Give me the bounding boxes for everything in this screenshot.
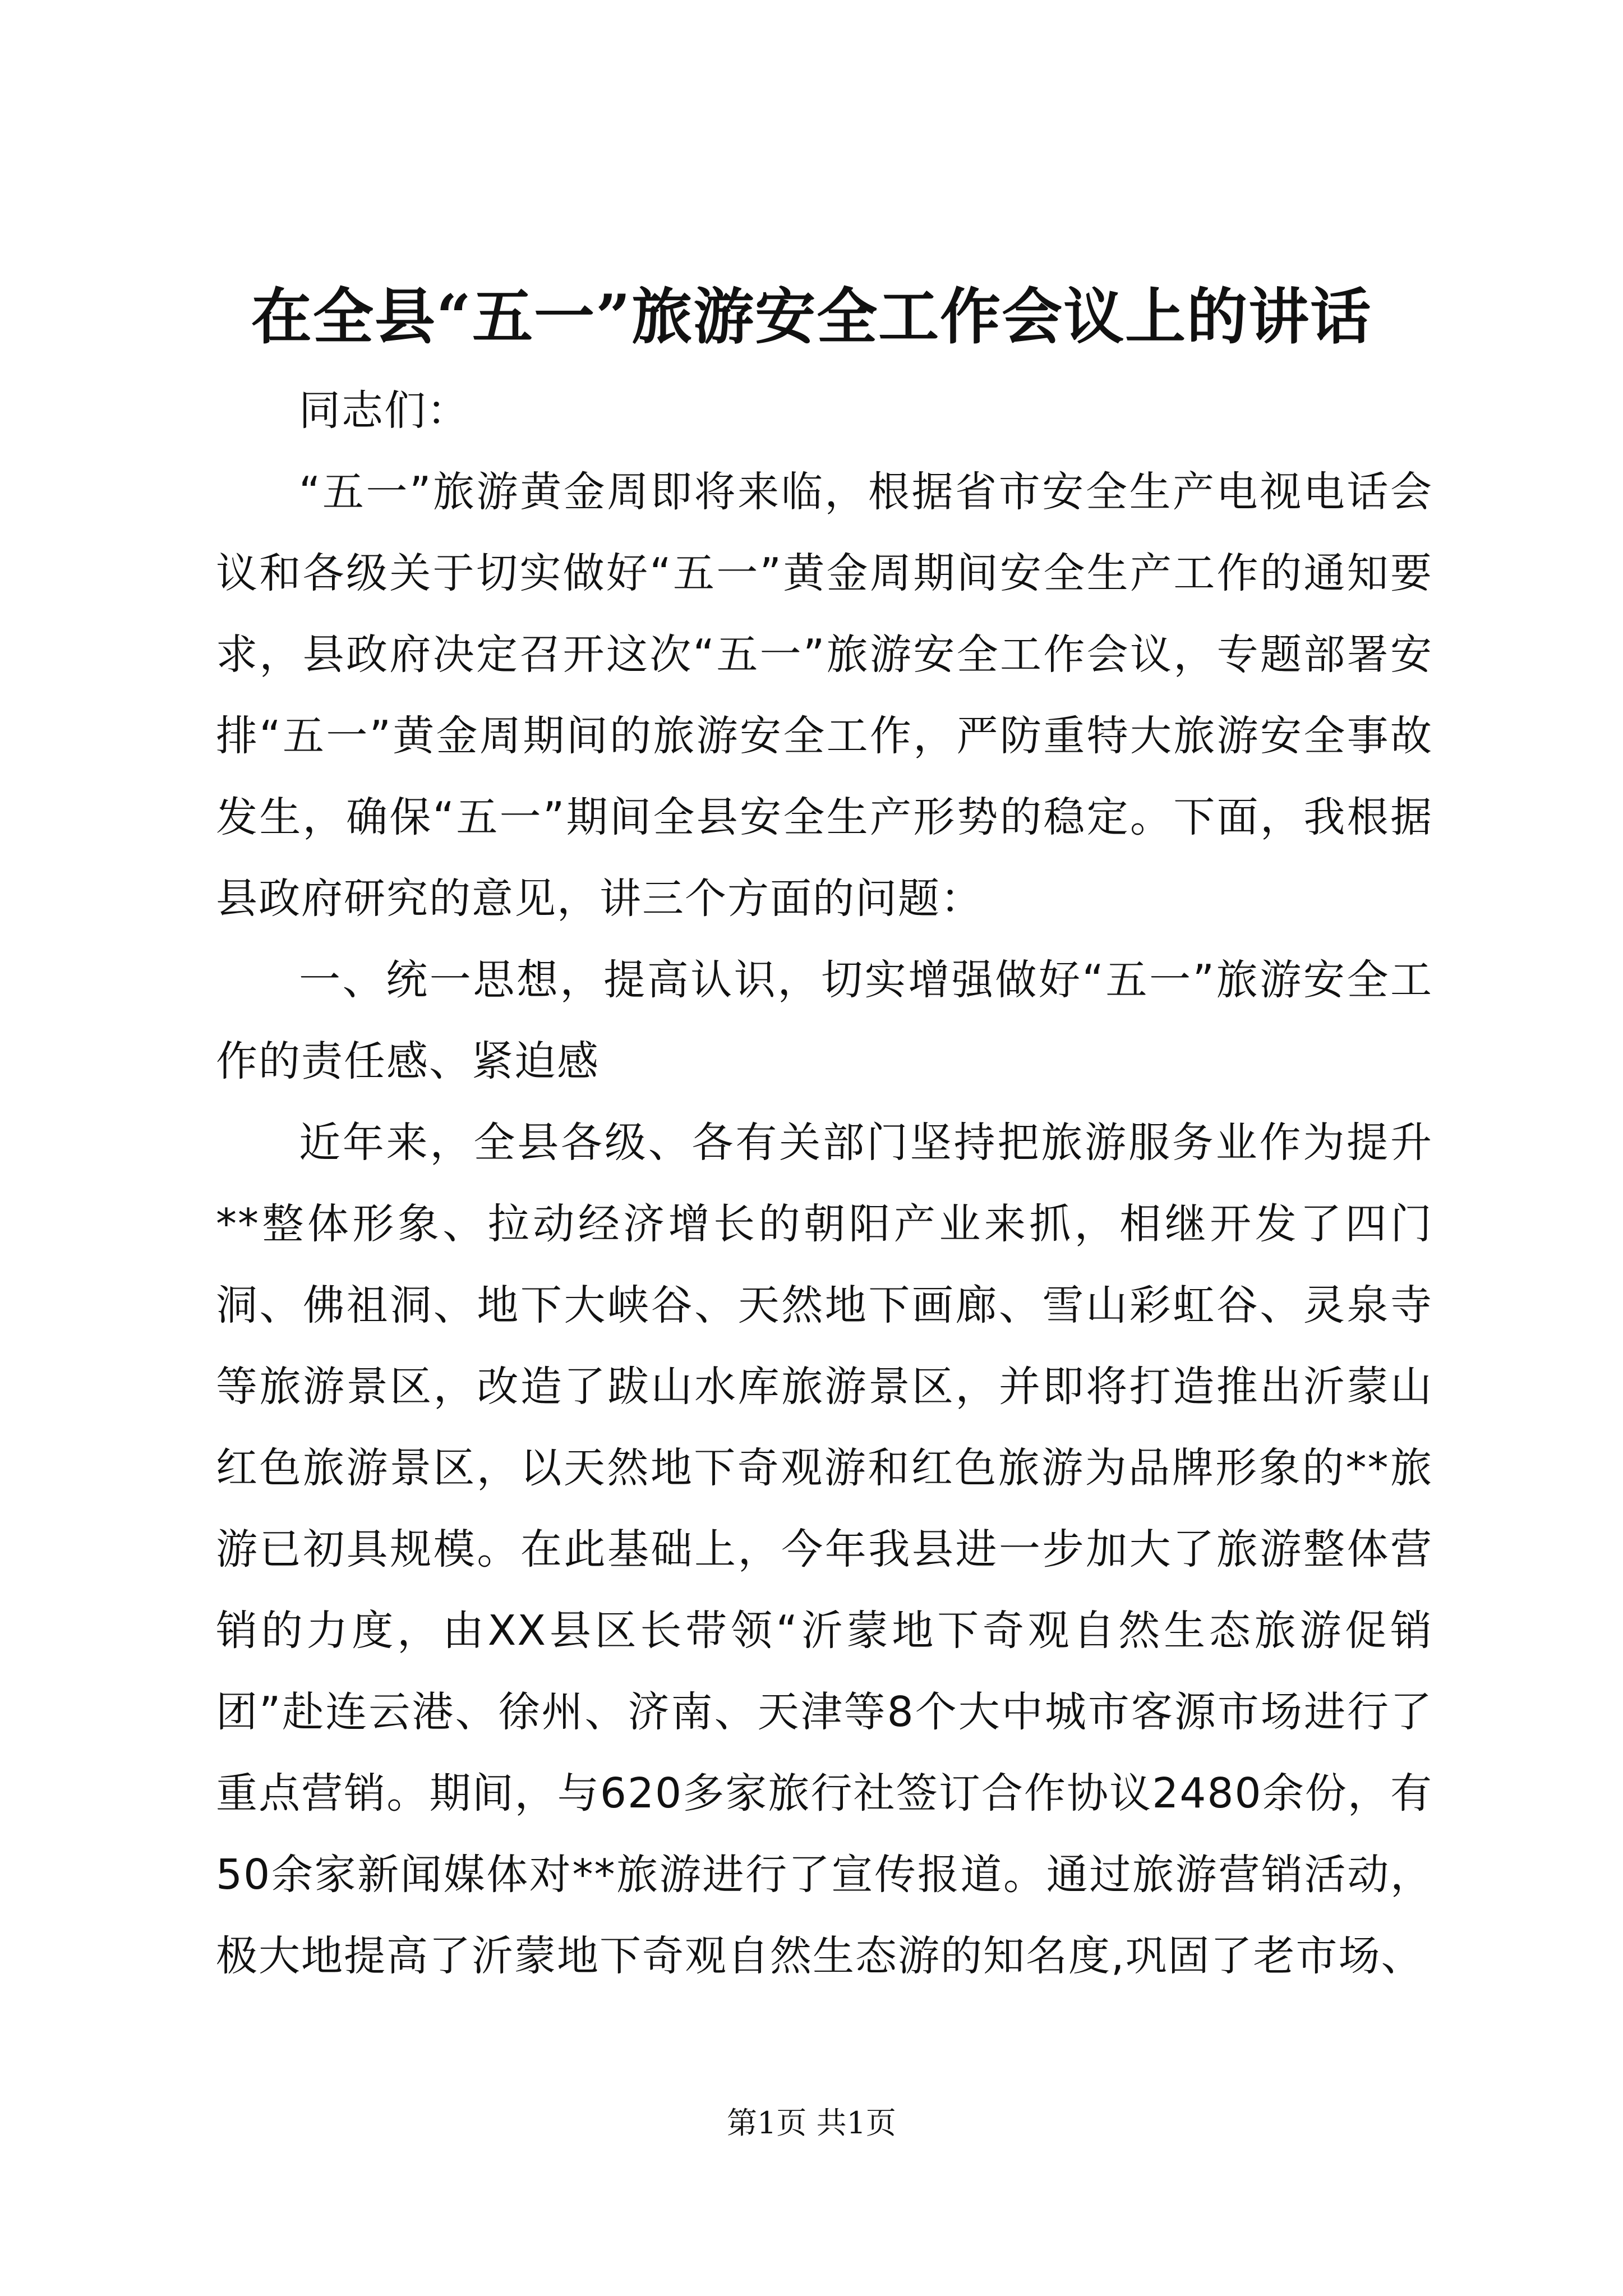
salutation: 同志们： (299, 386, 469, 435)
document-body (216, 370, 1433, 1997)
page-footer: 第1页 共1页 (727, 2105, 896, 2141)
section-heading-1: 一、统一思想，提高认识，切实增强做好“五一”旅游安全工作的责任感、紧迫感 (216, 956, 1433, 1085)
document-title: 在全县“五一”旅游安全工作会议上的讲话 (251, 282, 1372, 352)
paragraph-intro: “五一”旅游黄金周即将来临，根据省市安全生产电视电话会议和各级关于切实做好“五一”黄金周期间安全生产工作的通知要求，县政府决定召开这次“五一”旅游安全工作会议，专题部署安排“五一”黄金周期间的旅游安全工作，严防重特大旅游安全事故发生，确保“五一”期间全县安全生产形势的稳定。下面，我根据县政府研究的意见，讲三个方面的问题： (216, 468, 1433, 923)
paragraph-section-1: 近年来，全县各级、各有关部门坚持把旅游服务业作为提升**整体形象、拉动经济增长的朝阳产业来抓，相继开发了四门洞、佛祖洞、地下大峡谷、天然地下画廊、雪山彩虹谷、灵泉寺等旅游景区，改造了跋山水库旅游景区，并即将打造推出沂蒙山红色旅游景区，以天然地下奇观游和红色旅游为品牌形象的**旅游已初具规模。在此基础上，今年我县进一步加大了旅游整体营销的力度，由XX县区长带领“沂蒙地下奇观自然生态旅游促销团”赴连云港、徐州、济南、天津等8个大中城市客源市场进行了重点营销。期间，与620多家旅行社签订合作协议2480余份，有50余家新闻媒体对**旅游进行了宣传报道。通过旅游营销活动，极大地提高了沂蒙地下奇观自然生态游的知名度,巩固了老市场、 (216, 1119, 1433, 1980)
